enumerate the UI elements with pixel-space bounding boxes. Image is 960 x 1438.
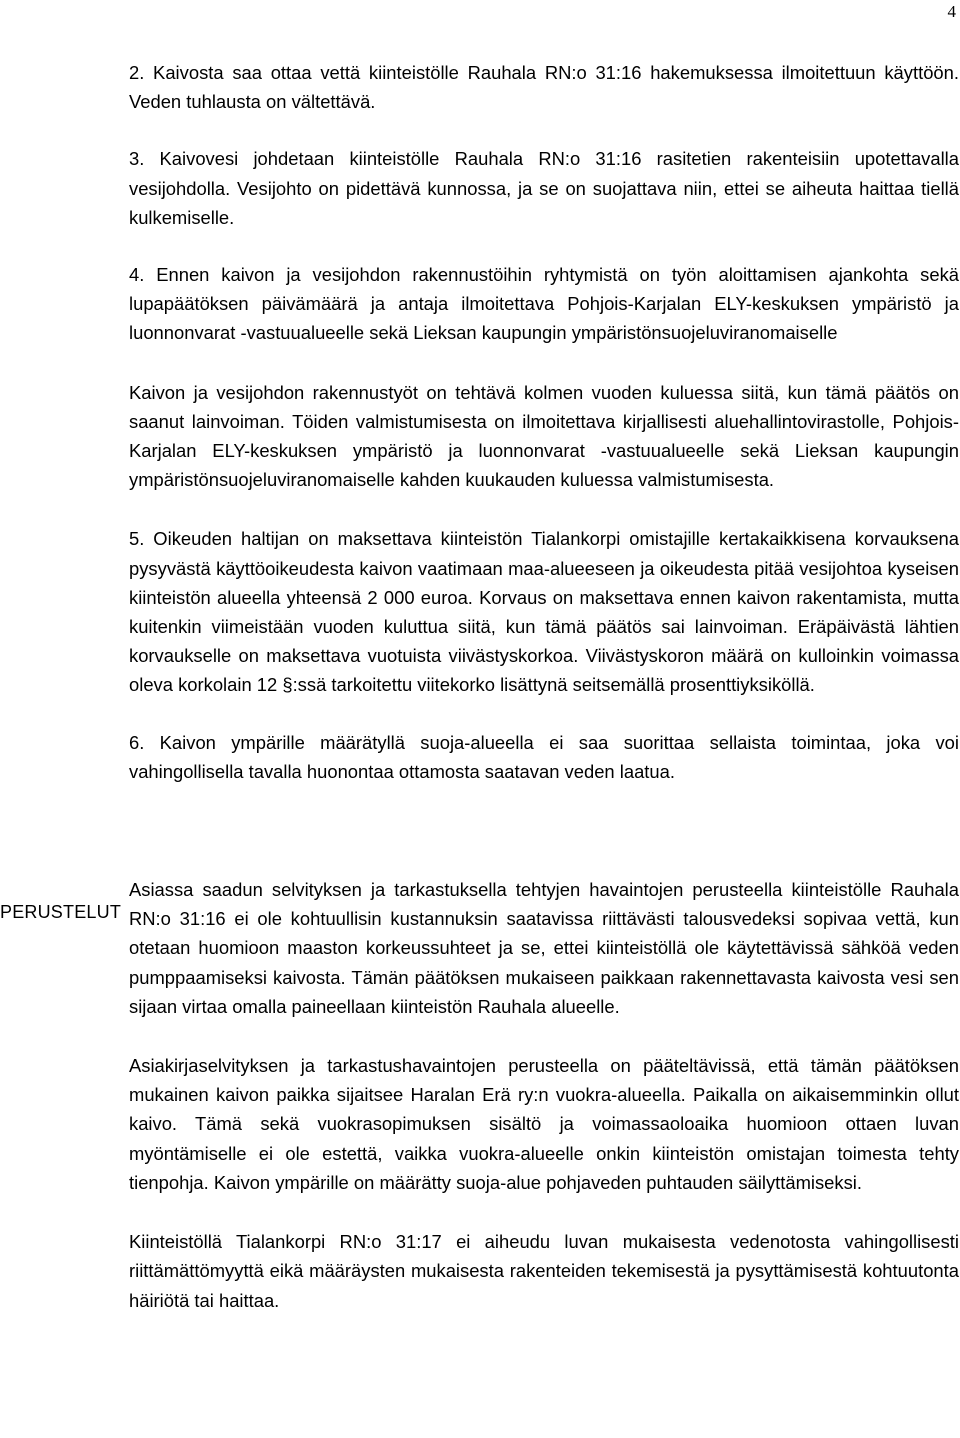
- paragraph-item-2: 2. Kaivosta saa ottaa vettä kiinteistölle Rauhala RN:o 31:16 hakemuksessa ilmoitettuun käyttöön. Veden tuhlausta on vältettävä.: [129, 62, 959, 113]
- paragraph-item-3: 3. Kaivovesi johdetaan kiinteistölle Rauhala RN:o 31:16 rasitetien rakenteisiin upotettavalla vesijohdolla. Vesijohto on pidettävä kunnossa, ja se on suojattava niin, ettei se aiheuta haittaa tiellä kulkemiselle.: [129, 148, 959, 228]
- paragraph-item-5: 5. Oikeuden haltijan on maksettava kiinteistön Tialankorpi omistajille kertakaikkisena korvauksena pysyvästä käyttöoikeudesta kaivon vaatimaan maa-alueeseen ja oikeudesta pitää vesijohtoa kyseisen kiinteistön alueella yhteensä 2 000 euroa. Korvaus on maksettava ennen kaivon rakentamista, mutta kuitenkin viimeistään vuoden kuluttua siitä, kun tämä päätös sai lainvoiman. Eräpäivästä lähtien korvaukselle on maksettava vuotuista viivästyskorkoa. Viivästyskoron määrä on kulloinkin voimassa oleva korkolain 12 §:ssä tarkoitettu viitekorko lisättynä seitsemällä prosenttiyksiköllä.: [129, 528, 959, 696]
- paragraph-item-4: 4. Ennen kaivon ja vesijohdon rakennustöihin ryhtymistä on työn aloittamisen ajankohta sekä lupapäätöksen päivämäärä ja antaja ilmoitettava Pohjois-Karjalan ELY-keskuksen ympäristö ja luonnonvarat -vastuualueelle sekä Lieksan kaupungin ympäristönsuojeluviranomaiselle: [129, 264, 959, 344]
- document-body: [129, 58, 959, 1315]
- perustelut-paragraph-3: Kiinteistöllä Tialankorpi RN:o 31:17 ei aiheudu luvan mukaisesta vedenotosta vahingollisesti riittämättömyyttä eikä määräysten mukaisesta rakenteiden tekemisestä ja pysyttämisestä kohtuutonta häiriötä tai haittaa.: [129, 1231, 959, 1311]
- page-number: 4: [947, 2, 956, 21]
- perustelut-paragraph-2: Asiakirjaselvityksen ja tarkastushavaintojen perusteella on pääteltävissä, että tämän päätöksen mukainen kaivon paikka sijaitsee Haralan Erä ry:n vuokra-alueella. Paikalla on aikaisemminkin ollut kaivo. Tämä sekä vuokrasopimuksen sisältö ja voimassaoloaika huomioon ottaen luvan myöntämiselle ei ole estettä, vaikka vuokra-alueelle onkin kiinteistön omistajan toimesta tehty tienpohja. Kaivon ympärille on määrätty suoja-alue pohjaveden puhtauden säilyttämiseksi.: [129, 1055, 959, 1193]
- paragraph-item-4-continued: Kaivon ja vesijohdon rakennustyöt on tehtävä kolmen vuoden kuluessa siitä, kun tämä päätös on saanut lainvoiman. Töiden valmistumisesta on ilmoitettava kirjallisesti aluehallintovirastolle, Pohjois-Karjalan ELY-keskuksen ympäristö ja luonnonvarat -vastuualueelle sekä Lieksan kaupungin ympäristönsuojeluviranomaiselle kahden kuukauden kuluessa valmistumisesta.: [129, 381, 959, 491]
- perustelut-paragraph-1: Asiassa saadun selvityksen ja tarkastuksella tehtyjen havaintojen perusteella kiinteistölle Rauhala RN:o 31:16 ei ole kohtuullisin kustannuksin saatavissa riittävästi talousvedeksi sopivaa vettä, kun otetaan huomioon maaston korkeussuhteet ja se, ettei kiinteistöllä ole käytettävissä sähköä veden pumppaamiseksi kaivosta. Tämän päätöksen mukaiseen paikkaan rakennettavasta kaivosta vesi sen sijaan virtaa omalla paineellaan kiinteistön Rauhala alueelle.: [129, 879, 959, 1017]
- side-heading-perustelut: PERUSTELUT: [0, 902, 122, 922]
- paragraph-item-6: 6. Kaivon ympärille määrätyllä suoja-alueella ei saa suorittaa sellaista toimintaa, joka voi vahingollisella tavalla huonontaa ottamosta saatavan veden laatua.: [129, 731, 959, 782]
